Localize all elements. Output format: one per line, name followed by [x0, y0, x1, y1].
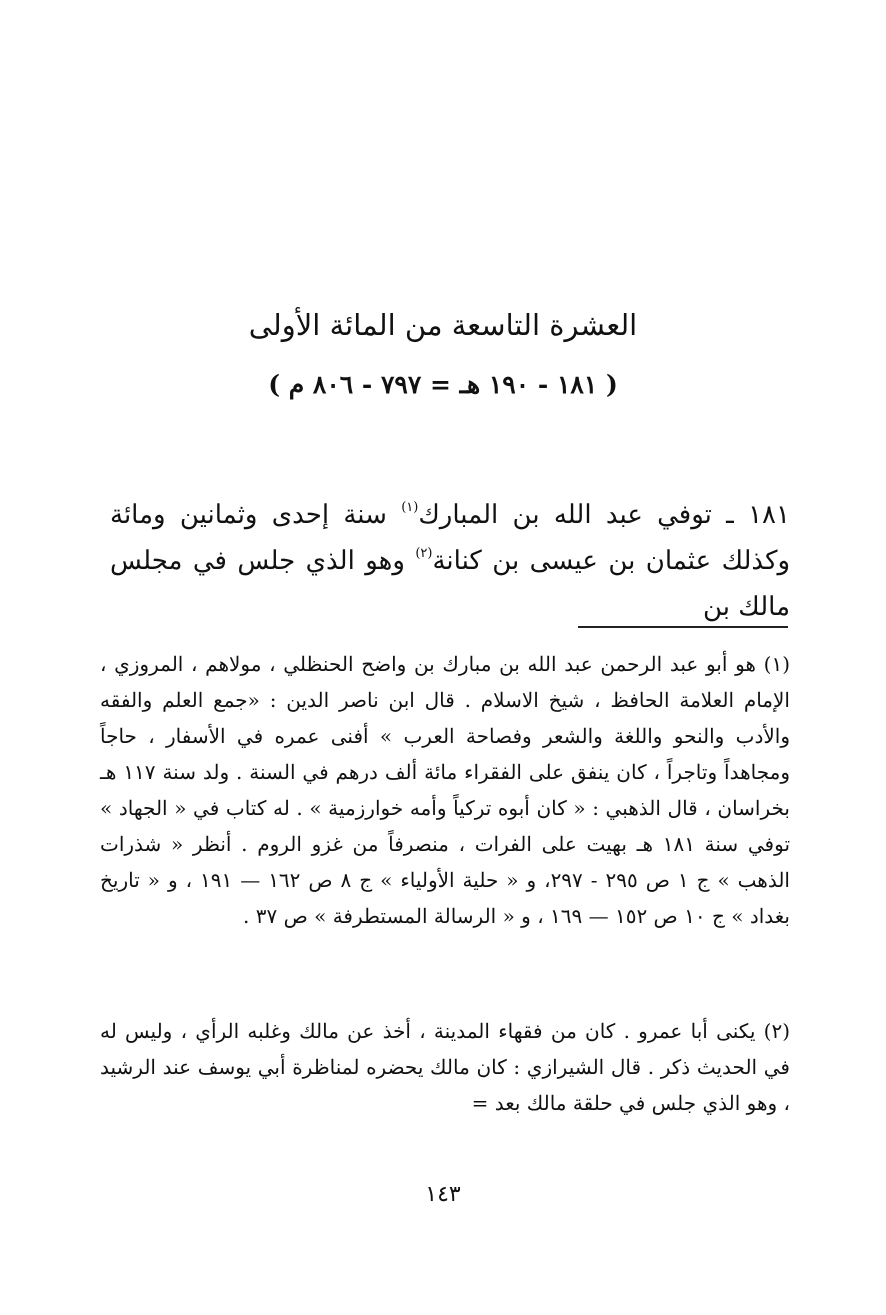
- footnote-ref-2: (٢): [415, 546, 433, 561]
- page-number: ١٤٣: [425, 1182, 461, 1207]
- date-range: ( ١٨١ - ١٩٠ هـ = ٧٩٧ - ٨٠٦ م ): [268, 370, 618, 399]
- footnote-divider: [578, 626, 788, 628]
- main-text: [110, 492, 790, 630]
- footnote-ref-1: (١): [401, 500, 419, 515]
- footnote-2: (٢) يكنى أبا عمرو . كان من فقهاء المدينة ، أخذ عن مالك وغلبه الرأي ، وليس له في الحديث ذكر . قال الشيرازي : كان مالك يحضره لمناظرة أبي يوسف عند الرشيد ، وهو الذي جلس في حلقة مالك بعد =: [100, 1019, 790, 1115]
- main-text-part-3: وهو الذي جلس في مجلس مالك بن: [110, 546, 790, 622]
- footnote-1: (١) هو أبو عبد الرحمن عبد الله بن مبارك بن واضح الحنظلي ، مولاهم ، المروزي ، الإمام العلامة الحافظ ، شيخ الاسلام . قال ابن ناصر الدين : «جمع العلم والفقه والأدب والنحو واللغة والشعر وفصاحة العرب » أفنى عمره في الأسفار ، حاجاً ومجاهداً وتاجراً ، كان ينفق على الفقراء مائة ألف درهم في السنة . ولد سنة ١١٧ هـ بخراسان ، قال الذهبي : « كان أبوه تركياً وأمه خوارزمية » . له كتاب في « الجهاد » توفي سنة ١٨١ هـ بهيت على الفرات ، منصرفاً من غزو الروم . أنظر « شذرات الذهب » ج ١ ص ٢٩٥ - ٢٩٧، و « حلية الأولياء » ج ٨ ص ١٦٢ — ١٩١ ، و « تاريخ بغداد » ج ١٠ ص ١٥٢ — ١٦٩ ، و « الرسالة المستطرفة » ص ٣٧ .: [100, 652, 791, 928]
- page-title: العشرة التاسعة من المائة الأولى: [248, 308, 638, 342]
- main-text-part-1: ١٨١ ـ توفي عبد الله بن المبارك: [418, 500, 790, 530]
- main-text-part-2: سنة إحدى وثمانين ومائة وكذلك عثمان بن عيسى بن كنانة: [110, 500, 791, 576]
